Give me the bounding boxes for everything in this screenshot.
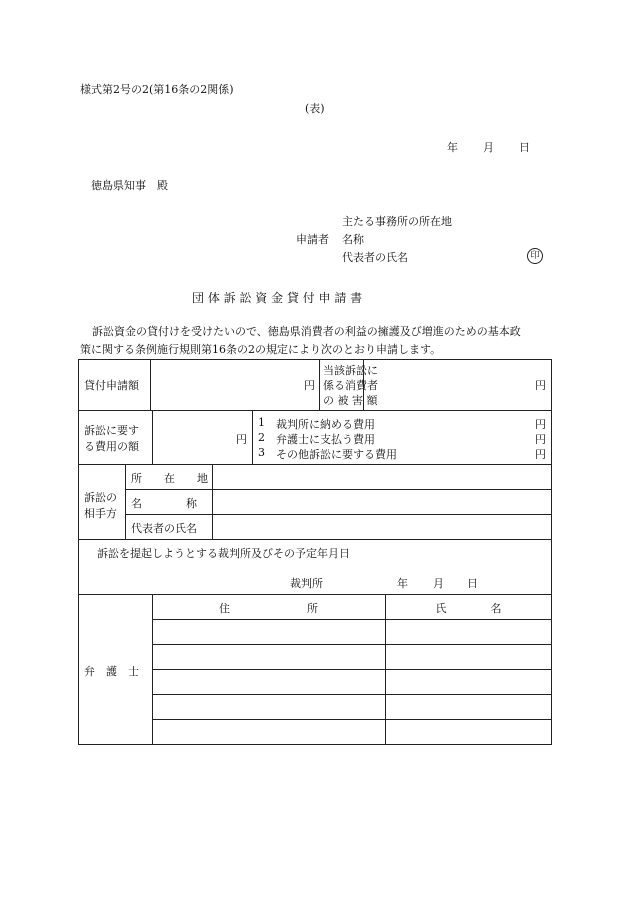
row-divider — [78, 410, 552, 411]
cost-item-yen-3: 円 — [535, 448, 546, 461]
damage-amount-yen: 円 — [535, 379, 546, 392]
opponent-label-line-1: 訴訟の — [84, 491, 117, 504]
col-divider — [152, 410, 153, 464]
court-year: 年 — [397, 577, 408, 590]
applicant-role-label: 申請者 — [296, 233, 329, 246]
row-divider — [125, 514, 552, 515]
col-divider — [152, 594, 153, 745]
damage-label-line-1: 当該訴訟に — [323, 364, 378, 377]
court-month: 月 — [433, 577, 444, 590]
col-divider — [150, 359, 151, 410]
cost-total-yen: 円 — [236, 433, 247, 446]
addressee: 徳島県知事 殿 — [91, 179, 168, 192]
row-divider — [152, 669, 552, 670]
side-label: (表) — [305, 102, 325, 115]
row-divider — [152, 644, 552, 645]
row-divider — [152, 694, 552, 695]
document-title: 団 体 訴 訟 資 金 貸 付 申 請 書 — [192, 291, 363, 305]
cost-item-no-3: 3 — [258, 446, 265, 459]
damage-label-line-3: の 被 害 額 — [323, 394, 378, 407]
cost-label-line-1: 訴訟に要す — [84, 424, 139, 437]
court-day: 日 — [467, 577, 478, 590]
cost-label-line-2: る費用の額 — [84, 440, 139, 453]
lawyer-label: 弁 護 士 — [84, 665, 139, 678]
cost-item-no-1: 1 — [258, 416, 265, 429]
opponent-name-label: 名 称 — [131, 497, 197, 510]
applicant-rep-label: 代表者の氏名 — [342, 251, 408, 264]
seal-mark: 印 — [527, 248, 543, 264]
lawyer-name-header: 氏 名 — [435, 602, 502, 615]
cost-item-text-1: 裁判所に納める費用 — [276, 418, 375, 431]
court-label: 裁判所 — [290, 577, 323, 590]
intro-line-1: 訴訟資金の貸付けを受けたいので、徳島県消費者の利益の擁護及び増進のための基本政 — [92, 325, 521, 338]
row-divider — [78, 594, 552, 595]
cost-item-yen-2: 円 — [535, 433, 546, 446]
col-divider — [125, 464, 126, 539]
cost-item-no-2: 2 — [258, 431, 265, 444]
form-number: 様式第2号の2(第16条の2関係) — [80, 83, 234, 96]
cost-item-text-3: その他訴訟に要する費用 — [276, 448, 397, 461]
date-day: 日 — [519, 141, 530, 154]
loan-amount-yen: 円 — [304, 379, 315, 392]
applicant-name-label: 名称 — [342, 233, 364, 246]
opponent-address-label: 所 在 地 — [131, 472, 208, 485]
col-divider — [252, 410, 253, 464]
row-divider — [152, 619, 552, 620]
row-divider — [152, 719, 552, 720]
row-divider — [125, 489, 552, 490]
col-divider — [212, 464, 213, 539]
date-year: 年 — [447, 141, 458, 154]
col-divider — [385, 594, 386, 745]
court-heading: 訴訟を提起しようとする裁判所及びその予定年月日 — [97, 547, 350, 560]
opponent-rep-label: 代表者の氏名 — [131, 522, 197, 535]
applicant-address-label: 主たる事務所の所在地 — [342, 215, 452, 228]
cost-item-text-2: 弁護士に支払う費用 — [276, 433, 375, 446]
opponent-label-line-2: 相手方 — [84, 507, 117, 520]
loan-amount-label: 貸付申請額 — [84, 379, 139, 392]
row-divider — [78, 539, 552, 540]
col-divider — [319, 359, 320, 410]
row-divider — [78, 464, 552, 465]
damage-label-line-2: 係る消費者 — [323, 379, 378, 392]
lawyer-address-header: 住 所 — [219, 602, 318, 615]
intro-line-2: 策に関する条例施行規則第16条の2の規定により次のとおり申請します。 — [80, 343, 442, 356]
cost-item-yen-1: 円 — [535, 418, 546, 431]
date-month: 月 — [483, 141, 494, 154]
